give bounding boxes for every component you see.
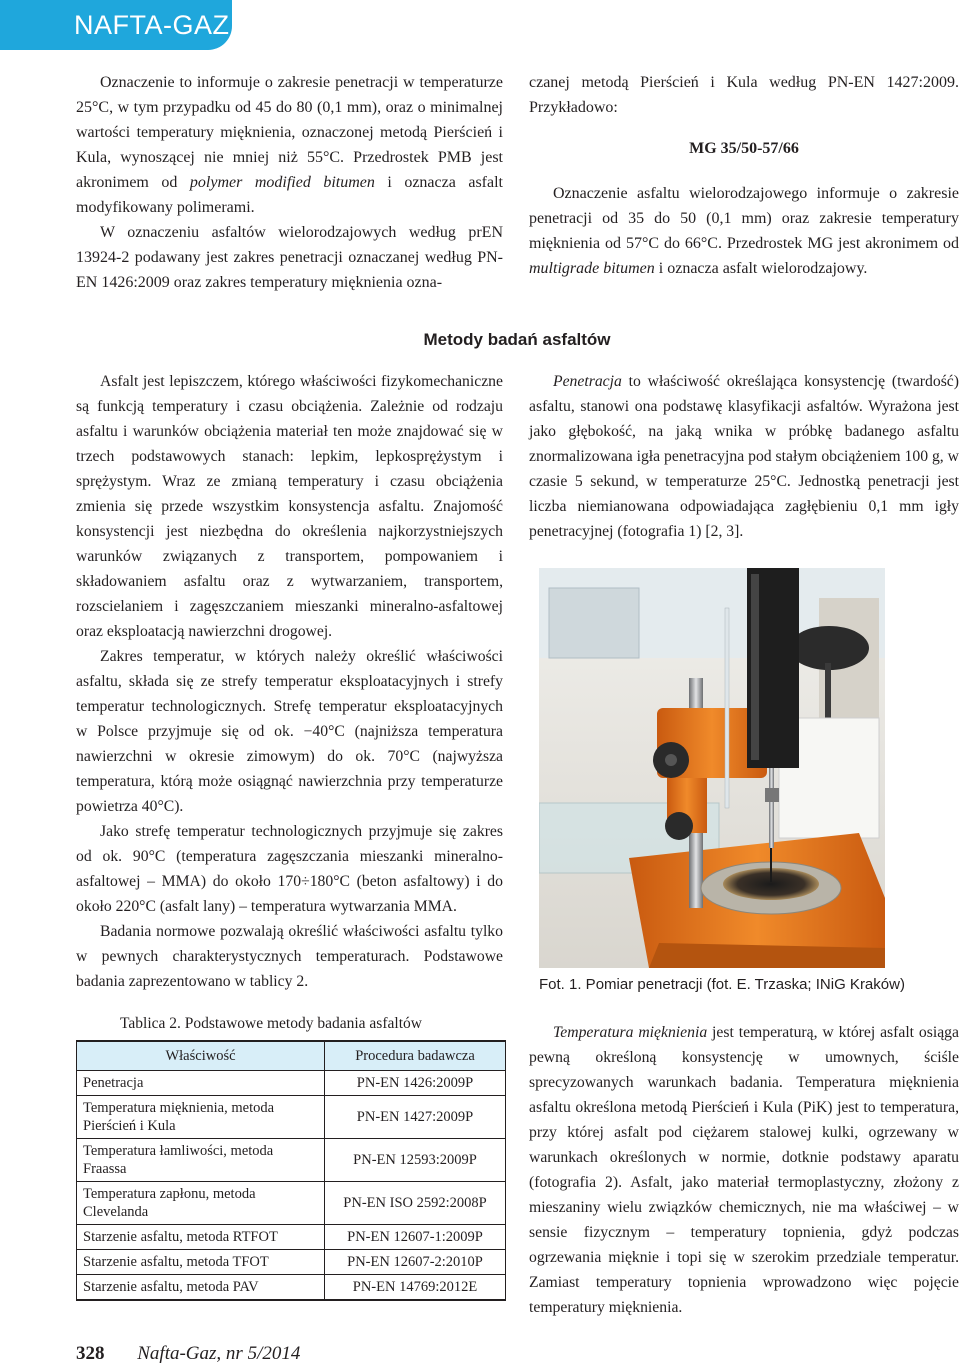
magazine-issue: Nafta-Gaz, nr 5/2014 [137,1343,301,1364]
table-row [77,1096,506,1139]
table-cell: Temperatura mięknienia, metoda Pierścień i Kula [77,1096,325,1139]
table-cell: PN-EN 12607-1:2009P [325,1225,506,1250]
example-code: MG 35/50-57/66 [689,140,799,157]
table-row [77,1182,506,1225]
section-paragraph: Jako strefę temperatur technologicznych przyjmuje się zakres od ok. 90°C (temperatura zagęszczania mieszanki mineralno-asfaltowej – MMA) do około 170÷180°C (beton asfaltowy) i do około 220°C (asfalt lany) – temperatura wytwarzania MMA. [76,823,503,915]
table-title: Tablica 2. Podstawowe metody badania asfaltów [120,1015,422,1032]
intro-paragraph-2: W oznaczeniu asfaltów wielorodzajowych według prEN 13924-2 podawany jest zakres penetracji oznaczanej według PN-EN 1426:2009 oraz zakres temperatury mięknienia ozna- [76,224,503,291]
table-cell: PN-EN 1426:2009P [325,1071,506,1096]
intro-left-column [76,70,503,295]
methods-table [76,1040,506,1301]
table-row [77,1275,506,1301]
journal-header-tab [0,0,232,50]
penetration-paragraph: Penetracja to właściwość określająca konsystencję (twardość) asfaltu, stanowi ona podstawę klasyfikacji asfaltów. Wyrażona jest jako głębokość, na jaką wnika w próbkę badanego asfaltu znormalizowana igła penetracyjna pod stałym obciążeniem 100 g, w czasie 5 sekund, w temperaturze 25°C. Jednostką penetracji jest liczba niemianowana odpowiadająca zagłębieniu 0,1 mm igły penetracyjnej (fotografia 1) [2, 3]. [529,373,959,540]
section-left-column [76,369,503,994]
intro-paragraph-4: Oznaczenie asfaltu wielorodzajowego informuje o zakresie penetracji od 35 do 50 (0,1 mm) oraz zakresie temperatury mięknienia od 57°C do 66°C. Przedrostek MG jest akronimem od multigrade bitumen i oznacza asfalt wielorodzajowy. [529,185,959,277]
table-row [77,1139,506,1182]
page-footer [76,1343,300,1365]
table-cell: Temperatura zapłonu, metoda Clevelanda [77,1182,325,1225]
table-cell: Starzenie asfaltu, metoda TFOT [77,1250,325,1275]
section-paragraph: Asfalt jest lepiszczem, którego właściwości fizykomechaniczne są funkcją temperatury i czasu obciążenia. Zależnie od rodzaju asfaltu i warunków obciążenia materiał ten może znajdować się w trzech podstawowych stanach: lepkim, lepkosprężystym i sprężystym. Wraz ze zmianą temperatury i czasu obciążenia zmienia się przede wszystkim konsystencja asfaltu. Znajomość konsystencji jest niezbędna do określenia najkorzystniejszych warunków związanych z transportem, pompowaniem i składowaniem asfaltu oraz z wytwarzaniem, transportem, rozscielaniem i zagęszczaniem mieszanki mineralno-asfaltowej oraz eksploatacją nawierzchni drogowej. [76,373,503,640]
table-cell: Penetracja [77,1071,325,1096]
intro-paragraph-3: czanej metodą Pierścień i Kula według PN-EN 1427:2009. Przykładowo: [529,74,959,116]
table-cell: Starzenie asfaltu, metoda PAV [77,1275,325,1301]
table-row [77,1225,506,1250]
table-cell: PN-EN 1427:2009P [325,1096,506,1139]
table-row [77,1071,506,1096]
table-cell: PN-EN 12607-2:2010P [325,1250,506,1275]
section-right-column-bottom [529,1020,959,1320]
section-heading: Metody badań asfaltów [423,330,611,349]
intro-right-column [529,70,959,281]
table-cell: PN-EN 12593:2009P [325,1139,506,1182]
photo-caption: Fot. 1. Pomiar penetracji (fot. E. Trzaska; INiG Kraków) [539,976,905,993]
table-cell: Starzenie asfaltu, metoda RTFOT [77,1225,325,1250]
table-cell: Temperatura łamliwości, metoda Fraassa [77,1139,325,1182]
softening-paragraph: Temperatura mięknienia jest temperaturą, w której asfalt osiąga pewną określoną konsystencję w umownych, ściśle sprecyzowanych warunkach badania. Temperatura mięknienia asfaltu określona metodą Pierścień i Kula (PiK) jest to temperatura, przy której asfalt pod ciężarem stalowej kulki, ogrzewany w warunkach określonych w normie, dotknie podstawy aparatu (fotografia 2). Asfalt, jako materiał termoplastyczny, złożony z mieszaniny wielu związków chemicznych, nie ma właściwej – w sensie fizycznym – temperatury topnienia, gdyż podczas ogrzewania mięknie i topi się w szerokim przedziale temperatur. Zamiast temperatury topnienia wprowadzono więc pojęcie temperatury mięknienia. [529,1024,959,1316]
penetrometer-photo [539,568,885,968]
section-paragraph: Zakres temperatur, w których należy określić właściwości asfaltu, składa się ze strefy temperatur eksploatacyjnych i strefy temperatur technologicznych. Strefę temperatur eksploatacyjnych w Polsce przyjmuje się od ok. −40°C (najniższa temperatura nawierzchni w okresie zimowym) do ok. 70°C (najwyższa temperatura, którą może osiągnąć nawierzchnia przy temperaturze powietrza 40°C). [76,648,503,815]
penetrometer-illustration [539,568,885,968]
table-header-cell: Procedura badawcza [325,1041,506,1071]
section-right-column-top [529,369,959,544]
table-header-row [77,1041,506,1071]
table-cell: PN-EN ISO 2592:2008P [325,1182,506,1225]
page-number: 328 [76,1343,105,1364]
section-paragraph: Badania normowe pozwalają określić właściwości asfaltu tylko w pewnych charakterystycznych temperaturach. Podstawowe badania zaprezentowano w tablicy 2. [76,923,503,990]
table-header-cell: Właściwość [77,1041,325,1071]
intro-paragraph-1: Oznaczenie to informuje o zakresie penetracji w temperaturze 25°C, w tym przypadku od 45 do 80 (0,1 mm), oraz o minimalnej wartości temperatury mięknienia, oznaczonej metodą Pierścień i Kula, wynoszącej nie mniej niż 55°C. Przedrostek PMB jest akronimem od polymer modified bitumen i oznacza asfalt modyfikowany polimerami. [76,74,503,216]
table-row [77,1250,506,1275]
journal-title: NAFTA-GAZ [74,10,230,40]
table-cell: PN-EN 14769:2012E [325,1275,506,1301]
